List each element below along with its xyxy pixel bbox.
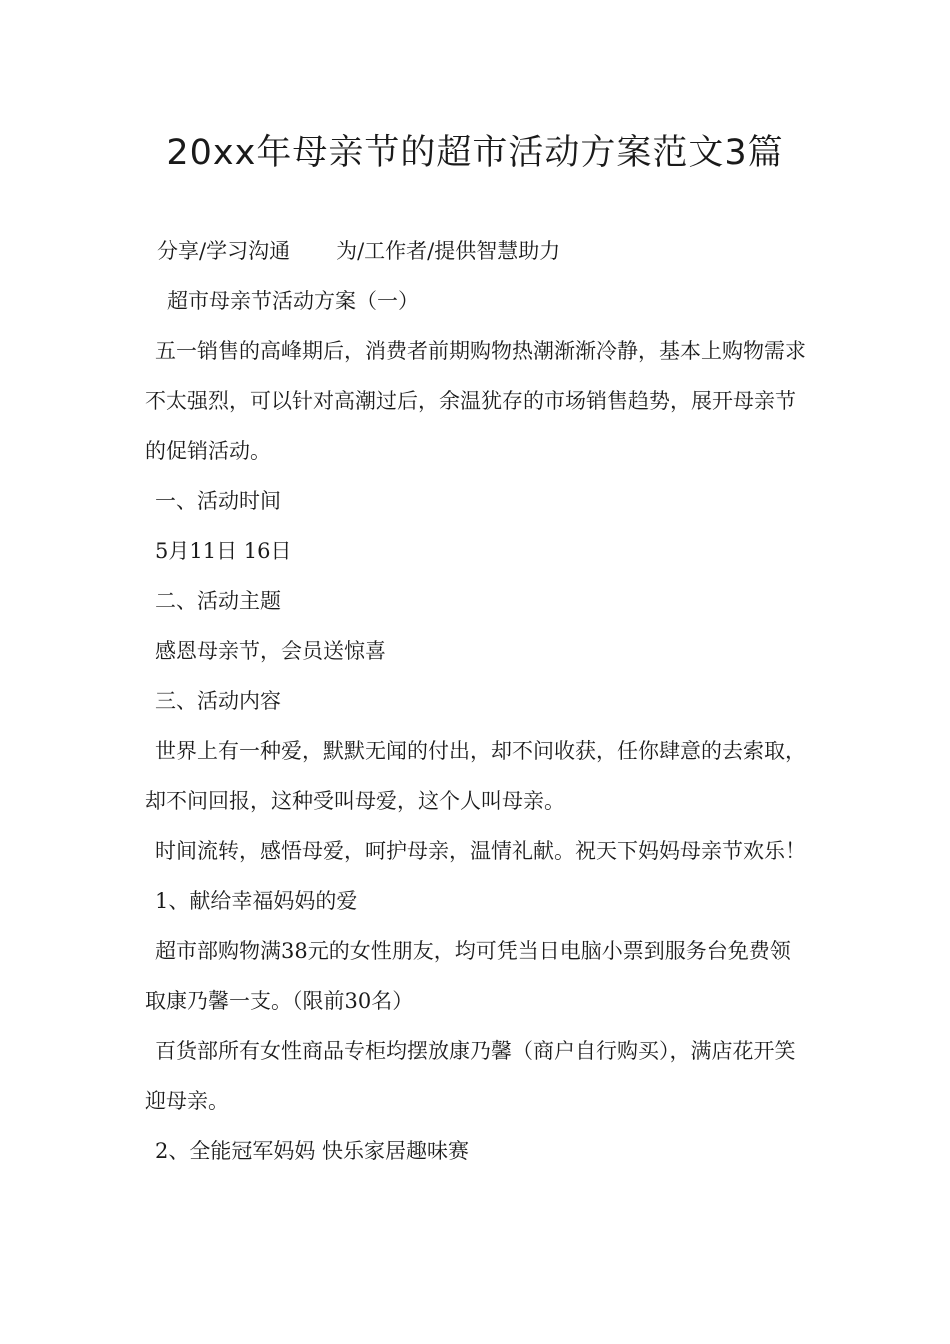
paragraph: 超市部购物满38元的女性朋友，均可凭当日电脑小票到服务台免费领取康乃馨一支。（限前30名） — [145, 939, 791, 1013]
heading-item-2: 2、全能冠军妈妈 快乐家居趣味赛 — [155, 1139, 470, 1163]
heading-activity-theme: 二、活动主题 — [155, 589, 281, 613]
paragraph: 世界上有一种爱，默默无闻的付出，却不问收获，任你肆意的去索取，却不问回报，这种受叫母爱，这个人叫母亲。 — [145, 739, 806, 813]
share-left-text: 分享/学习沟通 — [157, 239, 291, 263]
share-line — [145, 226, 810, 276]
section-heading: 超市母亲节活动方案（一） — [167, 289, 419, 313]
paragraph: 时间流转，感悟母爱，呵护母亲，温情礼献。祝天下妈妈母亲节欢乐！ — [155, 839, 806, 863]
share-right-text: 为/工作者/提供智慧助力 — [336, 239, 561, 263]
paragraph: 五一销售的高峰期后，消费者前期购物热潮渐渐冷静，基本上购物需求不太强烈，可以针对高潮过后，余温犹存的市场销售趋势，展开母亲节的促销活动。 — [145, 339, 806, 463]
paragraph: 百货部所有女性商品专柜均摆放康乃馨（商户自行购买），满店花开笑迎母亲。 — [145, 1039, 796, 1113]
heading-activity-content: 三、活动内容 — [155, 689, 281, 713]
heading-activity-time: 一、活动时间 — [155, 489, 281, 513]
heading-item-1: 1、献给幸福妈妈的爱 — [155, 889, 358, 913]
paragraph-date: 5月11日 16日 — [155, 539, 292, 563]
document-body — [145, 226, 810, 1176]
document-title: 20xx年母亲节的超市活动方案范文3篇 — [166, 133, 784, 173]
paragraph-theme: 感恩母亲节，会员送惊喜 — [155, 639, 386, 663]
